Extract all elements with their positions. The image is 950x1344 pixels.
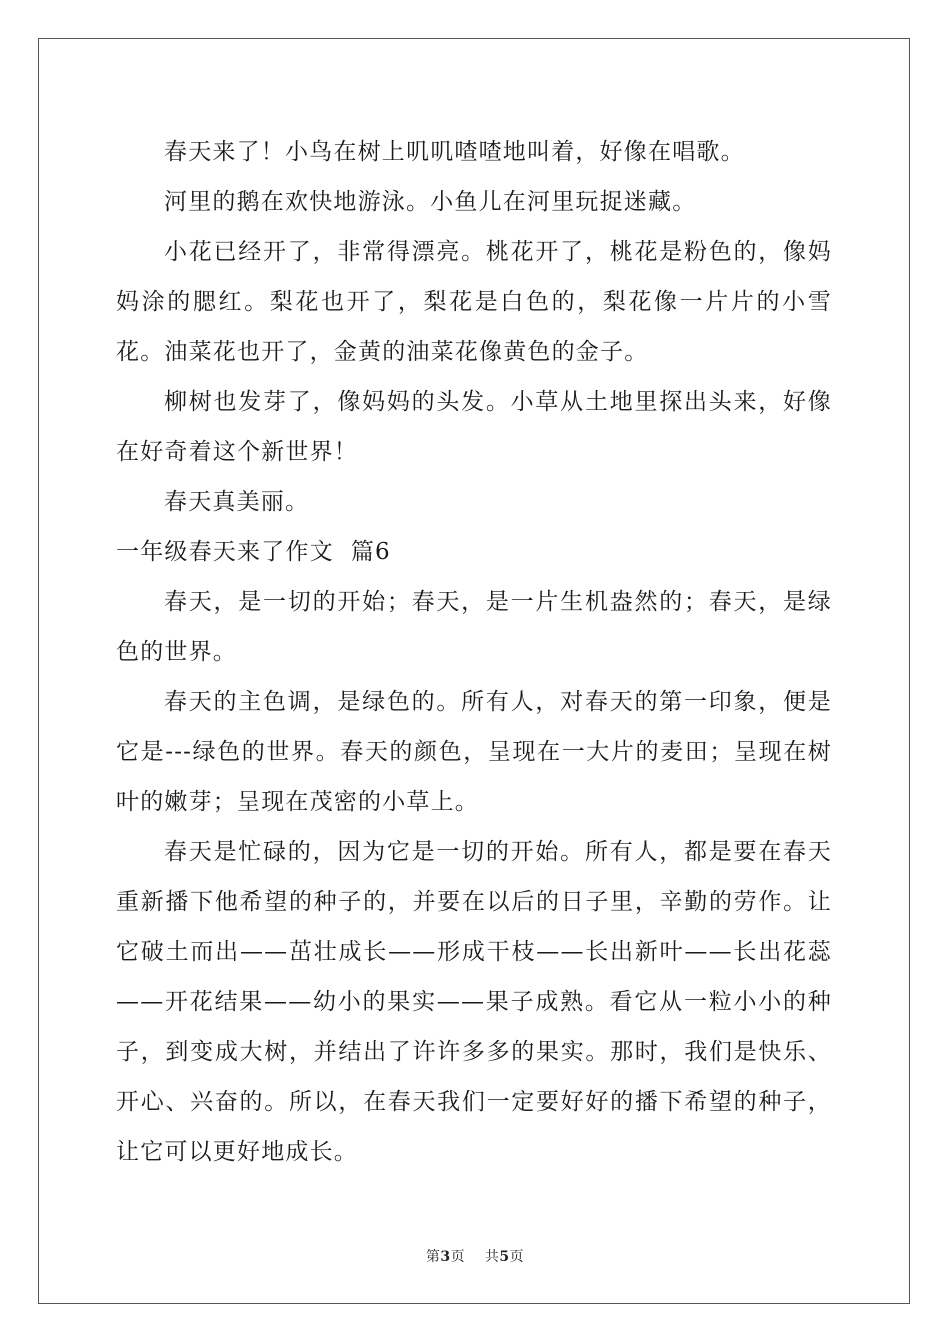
page-prefix: 第 [425,1249,441,1265]
paragraph: 河里的鹅在欢快地游泳。小鱼儿在河里玩捉迷藏。 [164,189,697,215]
paragraph: 小花已经开了，非常得漂亮。桃花开了，桃花是粉色的，像妈妈涂的腮红。梨花也开了，梨花是白色的，梨花像一片片的小雪花。油菜花也开了，金黄的油菜花像黄色的金子。 [116,239,832,365]
total-prefix: 共 [484,1249,500,1265]
section-heading: 一年级春天来了作文 篇6 [116,539,391,565]
total-suffix: 页 [509,1249,525,1265]
paragraph: 春天是忙碌的，因为它是一切的开始。所有人，都是要在春天重新播下他希望的种子的，并要在以后的日子里，辛勤的劳作。让它破土而出——茁壮成长——形成干枝——长出新叶——长出花蕊——开花结果——幼小的果实——果子成熟。看它从一粒小小的种子，到变成大树，并结出了许许多多的果实。那时，我们是快乐、开心、兴奋的。所以，在春天我们一定要好好的播下希望的种子，让它可以更好地成长。 [116,839,832,1165]
paragraph: 春天的主色调，是绿色的。所有人，对春天的第一印象，便是它是---绿色的世界。春天的颜色，呈现在一大片的麦田；呈现在树叶的嫩芽；呈现在茂密的小草上。 [116,689,832,815]
current-page-number: 3 [440,1249,451,1265]
paragraph: 柳树也发芽了，像妈妈的头发。小草从土地里探出头来，好像在好奇着这个新世界！ [116,389,832,465]
page-footer [0,1246,950,1266]
total-pages-number: 5 [499,1249,510,1265]
document-body [116,127,832,1177]
paragraph: 春天，是一切的开始；春天，是一片生机盎然的；春天，是绿色的世界。 [116,589,832,665]
paragraph: 春天真美丽。 [164,489,310,515]
paragraph: 春天来了！小鸟在树上叽叽喳喳地叫着，好像在唱歌。 [164,139,745,165]
page-suffix: 页 [450,1249,466,1265]
